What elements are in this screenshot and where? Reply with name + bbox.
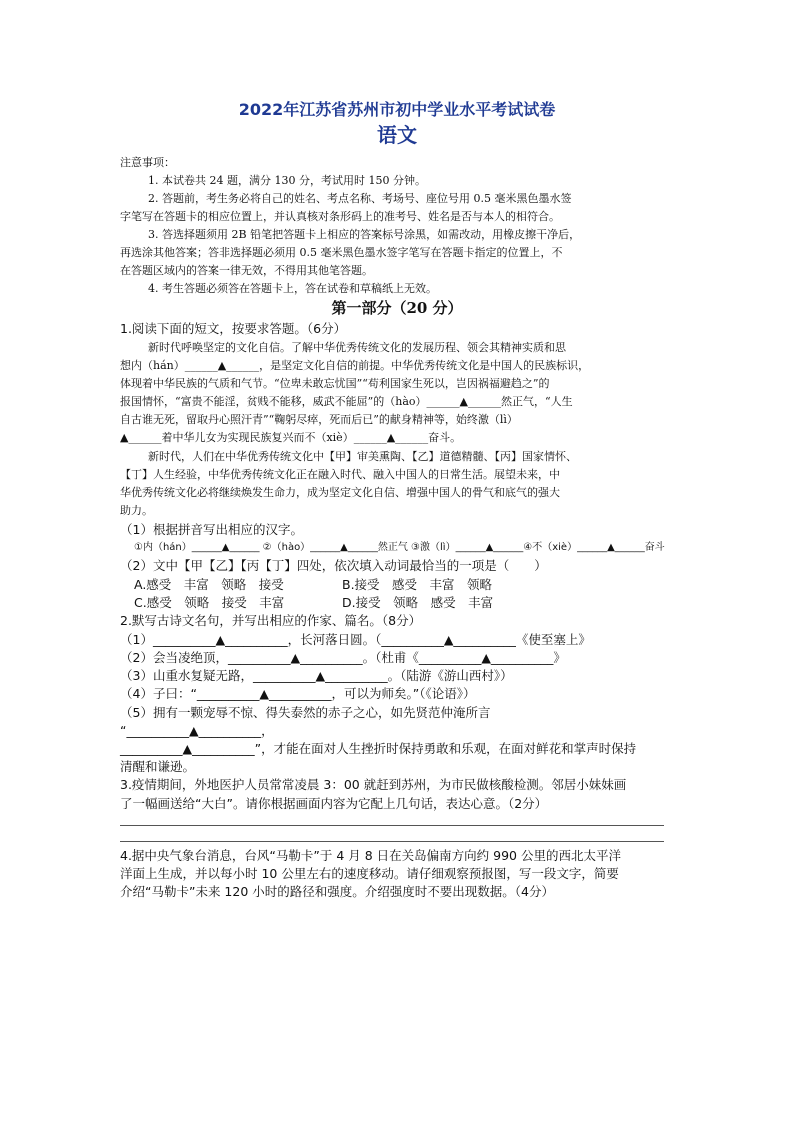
notes-heading: 注意事项： (120, 156, 175, 169)
passage-line: 自古谁无死，留取丹心照汗青”“鞠躬尽瘁，死而后已”的献身精神等，始终激（lì） (120, 413, 518, 426)
exam-title: 2022年江苏省苏州市初中学业水平考试试卷 (238, 100, 556, 119)
q1-sub2: （2）文中【甲【乙】【丙【丁】四处，依次填入动词最恰当的一项是（ ） (120, 558, 547, 573)
passage-line: 助力。 (120, 504, 153, 517)
q2-line: （1）__________▲__________，长河落日圆。（__________▲__________《使至塞上》 (120, 632, 591, 647)
q2-line: （3）山重水复疑无路，__________▲__________。（陆游《游山西村》） (120, 668, 513, 683)
note-line: 字笔写在答题卡的相应位置上，并认真核对条形码上的准考号、姓名是否与本人的相符合。 (120, 210, 560, 223)
passage-line: 【丁】人生经验，中华优秀传统文化正在融入时代、融入中国人的日常生活。展望未来，中 (120, 468, 560, 481)
q1-sub1: （1）根据拼音写出相应的汉字。 (120, 522, 303, 537)
option-c: C.感受 领略 接受 丰富 (134, 595, 285, 610)
passage-line: 报国情怀，“富贵不能淫，贫贱不能移，威武不能屈”的（hào）______▲______然正气，“人生 (120, 395, 573, 408)
note-line: 4. 考生答题必须答在答题卡上，答在试卷和草稿纸上无效。 (148, 282, 437, 295)
q2-line: 清醒和谦逊。 (120, 759, 196, 774)
exam-subject: 语文 (377, 123, 417, 147)
q3-line: 3.疫情期间，外地医护人员常常凌晨 3：00 就赶到苏州，为市民做核酸检测。邻居小妹妹画 (120, 777, 627, 792)
q4-line: 4.据中央气象台消息，台风“马勒卡”于 4 月 8 日在关岛偏南方向约 990 公里的西北太平洋 (120, 848, 621, 863)
note-line: 1. 本试卷共 24 题，满分 130 分，考试用时 150 分钟。 (148, 174, 426, 187)
part-one-title: 第一部分（20 分） (331, 299, 463, 317)
passage-line: 想内（hán）______▲______，是坚定文化自信的前提。中华优秀传统文化是中国人的民族标识， (120, 359, 590, 372)
q2-line: （2）会当凌绝顶，__________▲__________。（杜甫《__________▲__________》 (120, 650, 566, 665)
q1-sub1-answers: ①内（hán）______▲______ ②（hào）______▲______然正气 ③激（lì）______▲______④不（xiè）______▲______奋斗 (134, 542, 665, 553)
q2-line: （5）拥有一颗宠辱不惊、得失泰然的赤子之心，如先贤范仲淹所言 (120, 705, 491, 720)
q2-line: （4）子曰：“__________▲__________，可以为师矣。”（《论语》） (120, 686, 476, 701)
note-line: 在答题区域内的答案一律无效，不得用其他笔答题。 (120, 264, 373, 277)
answer-line (120, 841, 664, 842)
answer-line (120, 825, 664, 826)
note-line: 2. 答题前，考生务必将自己的姓名、考点名称、考场号、座位号用 0.5 毫米黑色墨水签 (148, 192, 572, 205)
option-b: B.接受 感受 丰富 领略 (342, 577, 493, 592)
note-line: 再选涂其他答案；答非选择题必须用 0.5 毫米黑色墨水签字笔写在答题卡指定的位置上，不 (120, 246, 563, 259)
note-line: 3. 答选择题须用 2B 铅笔把答题卡上相应的答案标号涂黑，如需改动，用橡皮擦干净后， (148, 228, 581, 241)
passage-line: ▲______着中华儿女为实现民族复兴而不（xiè）______▲______奋斗。 (120, 431, 462, 444)
q2-line: “__________▲__________， (120, 723, 274, 738)
passage-line: 新时代呼唤坚定的文化自信。了解中华优秀传统文化的发展历程、领会其精神实质和思 (148, 341, 566, 354)
q3-line: 了一幅画送给“大白”。请你根据画面内容为它配上几句话，表达心意。（2分） (120, 796, 548, 811)
option-d: D.接受 领略 感受 丰富 (342, 595, 494, 610)
q2-line: __________▲__________”，才能在面对人生挫折时保持勇敢和乐观，在面对鲜花和掌声时保持 (120, 741, 637, 756)
q4-line: 介绍“马勒卡”未来 120 小时的路径和强度。介绍强度时不要出现数据。（4分） (120, 884, 554, 899)
option-a: A.感受 丰富 领略 接受 (134, 577, 284, 592)
passage-line: 体现着中华民族的气质和气节。“位卑未敢忘忧国”“苟利国家生死以，岂因祸福避趋之”的 (120, 377, 550, 390)
q2-stem: 2.默写古诗文名句，并写出相应的作家、篇名。（8分） (120, 613, 422, 628)
q1-stem: 1.阅读下面的短文，按要求答题。（6分） (120, 321, 347, 336)
passage-line: 新时代，人们在中华优秀传统文化中【甲】审美熏陶、【乙】道德精髓、【丙】国家情怀、 (148, 450, 577, 463)
q4-line: 洋面上生成，并以每小时 10 公里左右的速度移动。请仔细观察预报图，写一段文字，简要 (120, 866, 619, 881)
passage-line: 华优秀传统文化必将继续焕发生命力，成为坚定文化自信、增强中国人的骨气和底气的强大 (120, 486, 560, 499)
